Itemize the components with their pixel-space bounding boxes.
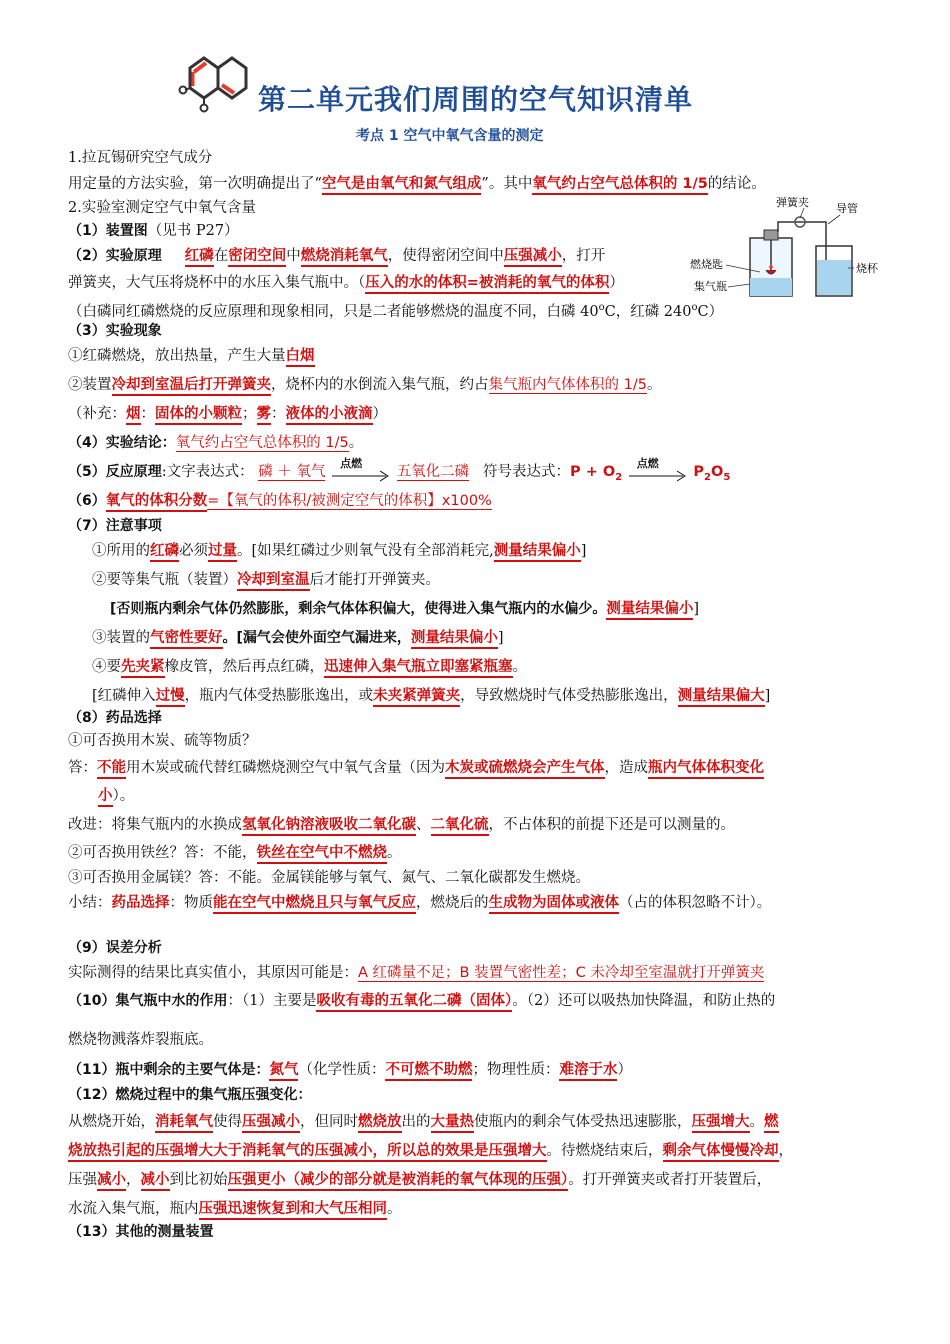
line-5: （2）实验原理 红磷在密闭空间中燃烧消耗氧气，使得密闭空间中压强减小，打开 xyxy=(68,246,605,266)
reaction-arrow-1: 点燃 xyxy=(330,464,392,480)
line-32: （10）集气瓶中水的作用：（1）主要是吸收有毒的五氧化二磷（固体）。（2）还可以吸热加快降温，和防止热的 xyxy=(68,991,775,1011)
line-30: （9）误差分析 xyxy=(68,940,162,956)
line-14: （6）氧气的体积分数=【氧气的体积/被测定空气的体积】x100% xyxy=(68,491,492,511)
apparatus-diagram xyxy=(690,194,890,306)
line-2: 用定量的方法实验，第一次明确提出了“空气是由氧气和氮气组成”。其中氧气约占空气总体积的 1/5的结论。 xyxy=(68,174,766,194)
line-31: 实际测得的结果比真实值小，其原因可能是：A 红磷量不足；B 装置气密性差；C 未冷却至室温就打开弹簧夹 xyxy=(68,965,765,981)
line-19: ③装置的气密性要好。[漏气会使外面空气漏进来，测量结果偏小] xyxy=(92,628,504,648)
line-3: 2.实验室测定空气中氧气含量 xyxy=(68,200,256,216)
line-29: 小结：药品选择：物质能在空气中燃烧且只与氧气反应，燃烧后的生成物为固体或液体（占的体积忽略不计）。 xyxy=(68,893,771,913)
line-13: （5）反应原理:文字表达式： 磷 ＋ 氧气 点燃 五氧化二磷 符号表达式：$P + O_2$ 点燃 $P_2O_5$ xyxy=(68,457,731,483)
line-25: 小）。 xyxy=(98,786,134,806)
page-title: 第二单元我们周围的空气知识清单 xyxy=(258,83,694,116)
line-21: [红磷伸入过慢，瓶内气体受热膨胀逸出，或未夹紧弹簧夹，导致燃烧时气体受热膨胀逸出，测量结果偏大] xyxy=(92,686,770,706)
line-6: 弹簧夹，大气压将烧杯中的水压入集气瓶中。（压入的水的体积=被消耗的氧气的体积） xyxy=(68,273,624,293)
line-4: （1）装置图（见书 P27） xyxy=(68,223,239,239)
line-38: 压强减小，减小到比初始压强更小（减少的部分就是被消耗的氧气体现的压强）。打开弹簧夹或者打开装置后， xyxy=(68,1170,771,1190)
diagram-label-spoon: 燃烧匙 xyxy=(690,258,723,271)
line-24: 答：不能用木炭或硫代替红磷燃烧测空气中氧气含量（因为木炭或硫燃烧会产生气体，造成瓶内气体体积变化 xyxy=(68,758,764,778)
line-27: ②可否换用铁丝？答：不能，铁丝在空气中不燃烧。 xyxy=(68,843,402,863)
line-9: ①红磷燃烧，放出热量，产生大量白烟 xyxy=(68,346,315,366)
section-subtitle: 考点 1 空气中氧气含量的测定 xyxy=(356,128,544,144)
line-11: （补充：烟：固体的小颗粒；雾：液体的小液滴） xyxy=(68,404,387,424)
line-26: 改进：将集气瓶内的水换成氢氧化钠溶液吸收二氧化碳、二氧化硫，不占体积的前提下还是可以测量的。 xyxy=(68,815,735,835)
line-18: [否则瓶内剩余气体仍然膨胀，剩余气体体积偏大，使得进入集气瓶内的水偏少。测量结果偏小] xyxy=(110,599,699,619)
diagram-label-bottle: 集气瓶 xyxy=(694,280,727,293)
line-34: （11）瓶中剩余的主要气体是：氮气（化学性质：不可燃不助燃；物理性质：难溶于水） xyxy=(68,1060,632,1080)
line-22: （8）药品选择 xyxy=(68,710,162,726)
diagram-label-tube: 导管 xyxy=(836,202,858,215)
line-33: 燃烧物溅落炸裂瓶底。 xyxy=(68,1032,213,1048)
benzene-logo-icon xyxy=(178,52,260,114)
line-39: 水流入集气瓶，瓶内压强迅速恢复到和大气压相同。 xyxy=(68,1199,402,1219)
line-23: ①可否换用木炭、硫等物质？ xyxy=(68,733,257,749)
line-35: （12）燃烧过程中的集气瓶压强变化： xyxy=(68,1087,312,1103)
line-28: ③可否换用金属镁？答：不能。金属镁能够与氧气、氮气、二氧化碳都发生燃烧。 xyxy=(68,870,590,886)
line-7: （白磷同红磷燃烧的反应原理和现象相同，只是二者能够燃烧的温度不同，白磷 40$^o$C，红磷 240$^o$C） xyxy=(68,302,724,320)
line-40: （13）其他的测量装置 xyxy=(68,1224,214,1240)
line-8: （3）实验现象 xyxy=(68,323,162,339)
line-36: 从燃烧开始，消耗氧气使得压强减小，但同时燃烧放出的大量热使瓶内的剩余气体受热迅速膨胀，压强增大。燃 xyxy=(68,1112,779,1132)
line-12: （4）实验结论：氧气约占空气总体积的 1/5。 xyxy=(68,435,364,451)
line-16: ①所用的红磷必须过量。[如果红磷过少则氧气没有全部消耗完,测量结果偏小] xyxy=(92,541,586,561)
line-20: ④要先夹紧橡皮管，然后再点红磷，迅速伸入集气瓶立即塞紧瓶塞。 xyxy=(92,657,527,677)
diagram-label-clamp: 弹簧夹 xyxy=(776,196,809,209)
line-37: 烧放热引起的压强增大大于消耗氧气的压强减小，所以总的效果是压强增大。待燃烧结束后，剩余气体慢慢冷却， xyxy=(68,1141,793,1161)
reaction-arrow-2: 点燃 xyxy=(627,464,689,480)
line-17: ②要等集气瓶（装置）冷却到室温后才能打开弹簧夹。 xyxy=(92,570,440,590)
line-10: ②装置冷却到室温后打开弹簧夹，烧杯内的水倒流入集气瓶，约占集气瓶内气体体积的 1/5。 xyxy=(68,375,661,395)
line-15: （7）注意事项 xyxy=(68,518,162,534)
diagram-label-beaker: 烧杯 xyxy=(856,262,878,275)
line-1: 1.拉瓦锡研究空气成分 xyxy=(68,150,213,166)
